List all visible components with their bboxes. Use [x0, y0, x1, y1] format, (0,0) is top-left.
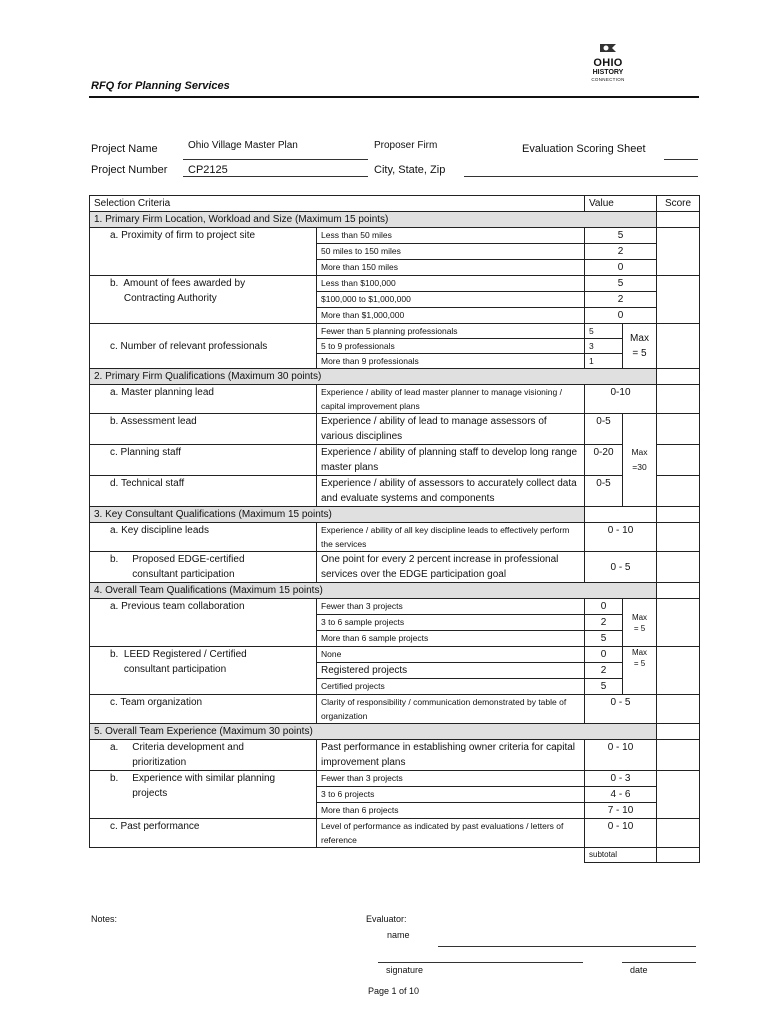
- option-text: More than 6 projects: [317, 803, 585, 819]
- option-value: 0: [585, 308, 657, 324]
- option-value: 0: [585, 260, 657, 276]
- score-cell[interactable]: [657, 324, 700, 369]
- flag-icon: [598, 42, 618, 54]
- score-cell[interactable]: [657, 740, 700, 771]
- notes-label: Notes:: [91, 914, 118, 924]
- name-label: name: [387, 930, 410, 940]
- date-label: date: [630, 965, 648, 975]
- criterion-3b: b. Proposed EDGE-certified consultant participation: [90, 552, 317, 583]
- max-note: Max = 5: [623, 599, 657, 647]
- option-value: 7 - 10: [585, 803, 657, 819]
- section-4-heading: 4. Overall Team Qualifications (Maximum 15 points): [90, 583, 657, 599]
- criterion-description: Experience / ability of lead to manage assessors of various disciplines: [317, 414, 585, 445]
- score-cell[interactable]: [657, 552, 700, 583]
- option-text: Fewer than 3 projects: [317, 599, 585, 615]
- option-text: Certified projects: [317, 679, 585, 695]
- criterion-2c: c. Planning staff: [90, 445, 317, 476]
- col-score-header: Score: [657, 196, 700, 212]
- criterion-5c: c. Past performance: [90, 819, 317, 848]
- project-number-label: Project Number: [91, 164, 168, 176]
- option-text: 3 to 6 projects: [317, 787, 585, 803]
- criterion-description: Experience / ability of planning staff to develop long range master plans: [317, 445, 585, 476]
- score-cell[interactable]: [657, 599, 700, 647]
- option-text: More than 150 miles: [317, 260, 585, 276]
- col-criteria-header: Selection Criteria: [90, 196, 585, 212]
- firm-line: [664, 159, 698, 160]
- proposer-firm-label: Proposer Firm: [374, 140, 438, 151]
- project-name-line: [183, 159, 368, 160]
- option-text: Less than $100,000: [317, 276, 585, 292]
- logo-history: HISTORY: [592, 69, 624, 76]
- max-note: Max =30: [623, 414, 657, 507]
- value-range: 0 - 10: [585, 740, 657, 771]
- option-value: 5: [585, 324, 623, 339]
- city-line: [464, 176, 698, 177]
- option-text: 50 miles to 150 miles: [317, 244, 585, 260]
- score-cell[interactable]: [657, 212, 700, 228]
- signature-line[interactable]: [378, 962, 583, 963]
- option-value: 4 - 6: [585, 787, 657, 803]
- criterion-2d: d. Technical staff: [90, 476, 317, 507]
- option-value: 2: [585, 663, 623, 679]
- signature-label: signature: [386, 965, 424, 975]
- sheet-title: Evaluation Scoring Sheet: [522, 143, 646, 155]
- option-text: Registered projects: [317, 663, 585, 679]
- header-rule: [89, 96, 699, 98]
- city-state-zip-label: City, State, Zip: [374, 164, 446, 176]
- page-number: Page 1 of 10: [368, 986, 420, 996]
- option-text: More than $1,000,000: [317, 308, 585, 324]
- value-range: 0-20: [585, 445, 623, 476]
- criterion-description: Level of performance as indicated by past evaluations / letters of reference: [317, 819, 585, 848]
- value-range: 0 - 5: [585, 552, 657, 583]
- date-line[interactable]: [622, 962, 696, 963]
- score-cell[interactable]: [657, 369, 700, 385]
- score-cell[interactable]: [657, 385, 700, 414]
- criterion-description: Experience / ability of lead master planner to manage visioning / capital improvement plans: [317, 385, 585, 414]
- score-cell[interactable]: [657, 445, 700, 476]
- max-note: Max = 5: [623, 324, 657, 369]
- value-range: 0-10: [585, 385, 657, 414]
- subtotal-label: subtotal: [585, 848, 657, 863]
- logo-ohio: OHIO: [593, 57, 623, 69]
- score-cell[interactable]: [657, 724, 700, 740]
- option-text: Fewer than 3 projects: [317, 771, 585, 787]
- option-text: None: [317, 647, 585, 663]
- option-text: More than 6 sample projects: [317, 631, 585, 647]
- project-name-value[interactable]: Ohio Village Master Plan: [188, 140, 298, 151]
- criterion-2b: b. Assessment lead: [90, 414, 317, 445]
- criterion-description: Clarity of responsibility / communication demonstrated by table of organization: [317, 695, 585, 724]
- option-value: 5: [585, 228, 657, 244]
- option-value: 5: [585, 631, 623, 647]
- value-range: 0 - 5: [585, 695, 657, 724]
- value-range: 0 - 10: [585, 523, 657, 552]
- criterion-description: Past performance in establishing owner criteria for capital improvement plans: [317, 740, 585, 771]
- option-value: 5: [585, 679, 623, 695]
- criterion-5a: a. Criteria development and prioritization: [90, 740, 317, 771]
- score-cell[interactable]: [657, 583, 700, 599]
- option-value: 1: [585, 354, 623, 369]
- ohio-history-logo: [582, 40, 634, 88]
- section-3-heading: 3. Key Consultant Qualifications (Maximum 15 points): [90, 507, 585, 523]
- option-text: Less than 50 miles: [317, 228, 585, 244]
- name-line[interactable]: [438, 946, 696, 947]
- score-cell[interactable]: [657, 695, 700, 724]
- score-cell[interactable]: [657, 276, 700, 324]
- criterion-4a: a. Previous team collaboration: [90, 599, 317, 647]
- evaluator-label: Evaluator:: [366, 914, 407, 924]
- option-text: 5 to 9 professionals: [317, 339, 585, 354]
- logo-connection: CONNECTION: [591, 77, 625, 82]
- option-value: 0: [585, 599, 623, 615]
- option-value: 2: [585, 244, 657, 260]
- criterion-description: One point for every 2 percent increase in professional services over the EDGE participation goal: [317, 552, 585, 583]
- section-2-heading: 2. Primary Firm Qualifications (Maximum 30 points): [90, 369, 657, 385]
- criterion-1c: c. Number of relevant professionals: [90, 324, 317, 369]
- option-value: 0 - 3: [585, 771, 657, 787]
- document-title: RFQ for Planning Services: [91, 80, 230, 92]
- criterion-1b: b. Amount of fees awarded by Contracting Authority: [90, 276, 317, 324]
- section-1-heading: 1. Primary Firm Location, Workload and Size (Maximum 15 points): [90, 212, 657, 228]
- section-5-heading: 5. Overall Team Experience (Maximum 30 points): [90, 724, 657, 740]
- criterion-3a: a. Key discipline leads: [90, 523, 317, 552]
- col-value-header: Value: [585, 196, 657, 212]
- option-value: 2: [585, 292, 657, 308]
- criterion-description: Experience / ability of assessors to accurately collect data and evaluate systems and components: [317, 476, 585, 507]
- criterion-description: Experience / ability of all key discipline leads to effectively perform the services: [317, 523, 585, 552]
- score-cell[interactable]: [657, 414, 700, 445]
- score-cell[interactable]: [657, 771, 700, 819]
- option-value: 0: [585, 647, 623, 663]
- criterion-5b: b. Experience with similar planning projects: [90, 771, 317, 819]
- option-text: More than 9 professionals: [317, 354, 585, 369]
- value-range: 0-5: [585, 414, 623, 445]
- score-cell[interactable]: [657, 507, 700, 523]
- option-value: 5: [585, 276, 657, 292]
- score-cell[interactable]: [657, 228, 700, 276]
- score-cell[interactable]: [657, 523, 700, 552]
- subtotal-score-cell[interactable]: [657, 848, 700, 863]
- option-text: 3 to 6 sample projects: [317, 615, 585, 631]
- project-name-label: Project Name: [91, 143, 158, 155]
- criterion-2a: a. Master planning lead: [90, 385, 317, 414]
- scoring-table: [89, 195, 700, 863]
- option-value: 2: [585, 615, 623, 631]
- project-number-value[interactable]: CP2125: [188, 164, 228, 176]
- option-text: $100,000 to $1,000,000: [317, 292, 585, 308]
- score-cell[interactable]: [657, 819, 700, 848]
- option-text: Fewer than 5 planning professionals: [317, 324, 585, 339]
- score-cell[interactable]: [657, 476, 700, 507]
- value-range: 0-5: [585, 476, 623, 507]
- criterion-4b: b. LEED Registered / Certified consultant participation: [90, 647, 317, 695]
- option-value: 3: [585, 339, 623, 354]
- criterion-4c: c. Team organization: [90, 695, 317, 724]
- score-cell[interactable]: [657, 647, 700, 695]
- value-range: 0 - 10: [585, 819, 657, 848]
- criterion-1a: a. Proximity of firm to project site: [90, 228, 317, 276]
- project-number-line: [183, 176, 368, 177]
- max-note: Max = 5: [623, 647, 657, 695]
